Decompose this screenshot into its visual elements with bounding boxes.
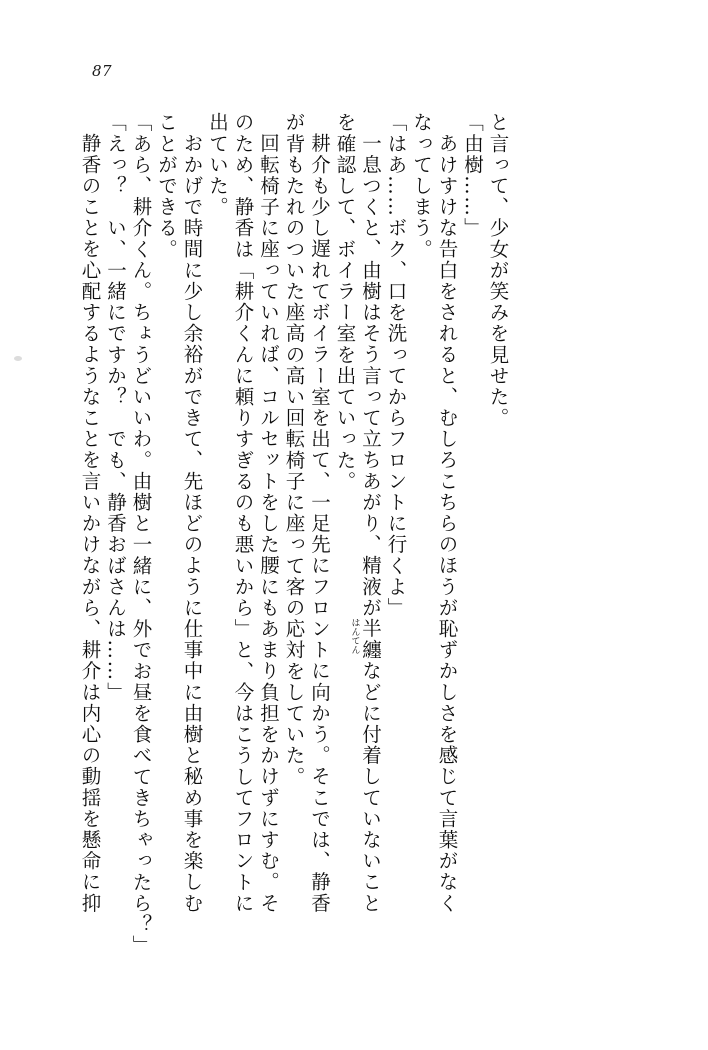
paper-smudge bbox=[14, 356, 22, 361]
ruby-base: 半纏 はんてん bbox=[349, 618, 382, 661]
page-number: 87 bbox=[92, 62, 113, 80]
ruby-reading: はんてん bbox=[349, 618, 360, 655]
text-column: 「はあ……ボク、口を洗ってからフロントに行くよ」 bbox=[384, 112, 408, 619]
text-column: 静香のことを心配するようなことを言いかけながら、耕介は内心の動揺を懸命に抑 bbox=[78, 133, 102, 914]
text-column: おかげで時間に少し余裕ができて、先ほどのように仕事中に由樹と秘め事を楽しむ bbox=[180, 133, 204, 914]
text-column: 「由樹……」 bbox=[461, 112, 484, 239]
text-column: あけすけな告白をされると、むしろこちらのほうが恥ずかしさを感じて言葉がなく bbox=[435, 133, 459, 914]
text-column: 「えっ？ い、一緒にですか？ でも、静香おばさんは……」 bbox=[104, 112, 127, 703]
text-column: のため、静香は「耕介くんに頼りすぎるのも悪いから」と、今はこうしてフロントに bbox=[231, 112, 255, 914]
text-column: と言って、少女が笑みを見せた。 bbox=[486, 112, 510, 429]
vertical-text-body bbox=[74, 112, 654, 992]
text-column: が背もたれのついた座高の高い回転椅子に座って客の応対をしていた。 bbox=[282, 112, 306, 788]
text-column: なってしまう。 bbox=[410, 112, 433, 260]
text-column: 「あら、耕介くん。ちょうどいいわ。由樹と一緒に、外でお昼を食べてきちゃったら？」 bbox=[129, 112, 153, 956]
text-column: ことができる。 bbox=[155, 112, 178, 260]
text-column: 回転椅子に座っていれば、コルセットをした腰にもあまり負担をかけずにすむ。そ bbox=[257, 133, 280, 914]
text-column: を確認して、ボイラー室を出ていった。 bbox=[333, 112, 357, 492]
text-column: 一息つくと、由樹はそう言って立ちあがり、精液が半纏 はんてん などに付着していないこと bbox=[349, 133, 382, 914]
text-column: 耕介も少し遅れてボイラー室を出て、一足先にフロントに向かう。そこでは、静香 bbox=[308, 133, 331, 914]
text-column: 出ていた。 bbox=[206, 112, 229, 218]
